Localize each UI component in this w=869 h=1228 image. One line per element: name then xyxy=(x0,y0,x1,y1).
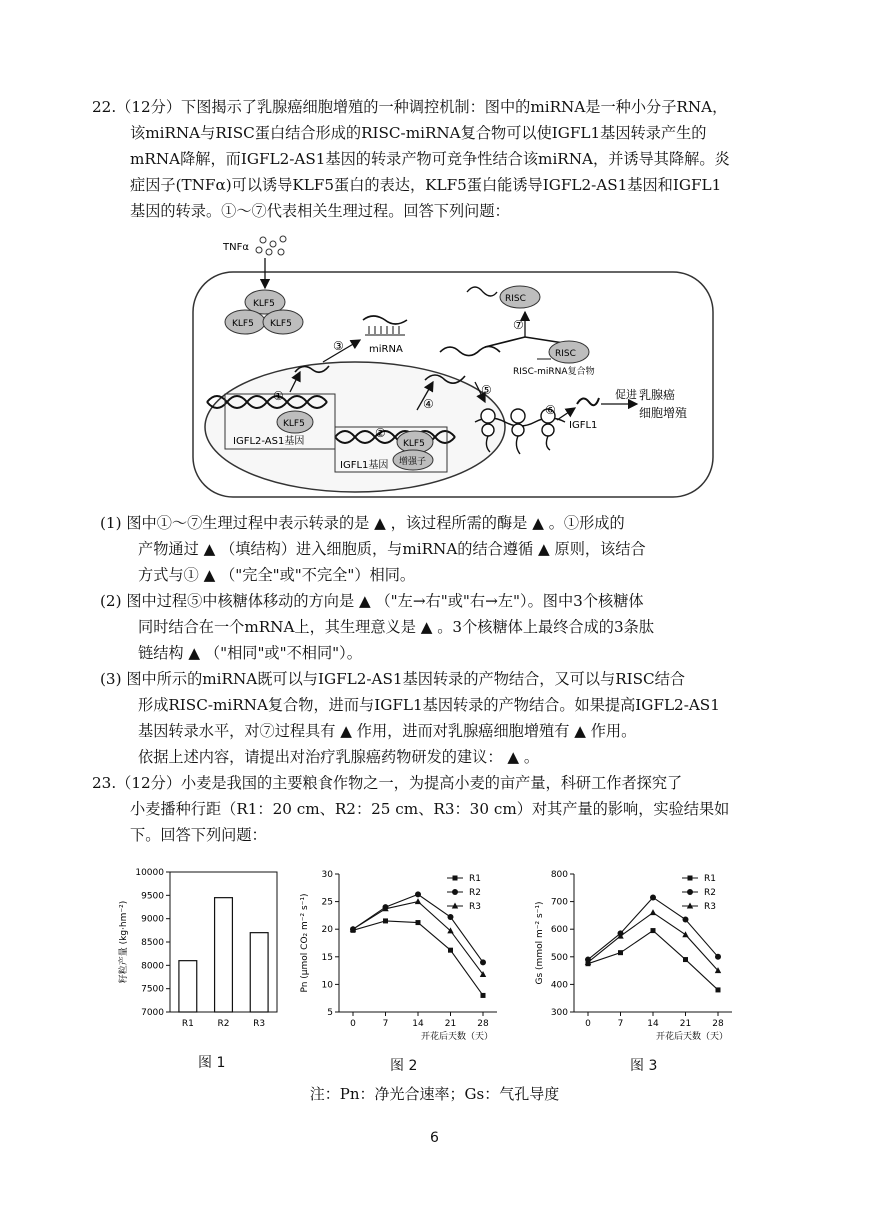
sub-line: 方式与① ▲ （"完全"或"不完全"）相同。 xyxy=(138,566,416,584)
sub-line: (2) 图中过程⑤中核糖体移动的方向是 ▲ （"左→右"或"右→左"）。图中3个核糖体 xyxy=(100,592,644,610)
data-point xyxy=(682,931,688,937)
bar xyxy=(250,933,268,1012)
x-axis-label: 开花后天数（天） xyxy=(655,1032,728,1042)
q22-line: 该miRNA与RISC蛋白结合形成的RISC-miRNA复合物可以使IGFL1基因转录产生的 xyxy=(130,124,707,142)
complex-label: RISC-miRNA复合物 xyxy=(513,367,595,377)
figure-3-caption: 图 3 xyxy=(630,1058,658,1074)
x-tick-label: 28 xyxy=(712,1019,724,1029)
figure-1-caption: 图 1 xyxy=(198,1055,226,1071)
y-tick-label: 20 xyxy=(321,925,333,936)
bar xyxy=(179,961,197,1012)
y-tick-label: 800 xyxy=(550,870,568,880)
mechanism-diagram xyxy=(185,232,725,502)
x-tick-label: 7 xyxy=(382,1019,389,1029)
klf5-label: KLF5 xyxy=(403,439,425,449)
x-tick-label: 21 xyxy=(444,1019,457,1029)
y-tick-label: 7500 xyxy=(141,984,164,995)
data-point xyxy=(650,894,656,900)
q22-line: 22.（12分）下图揭示了乳腺癌细胞增殖的一种调控机制：图中的miRNA是一种小分子RNA， xyxy=(92,98,728,116)
legend-marker xyxy=(687,889,693,895)
y-tick-label: 30 xyxy=(321,870,333,880)
q22-line: 症因子(TNFα)可以诱导KLF5蛋白的表达，KLF5蛋白能诱导IGFL2-AS1基因和IGFL1 xyxy=(130,176,722,194)
data-point xyxy=(651,928,656,933)
sub-line: 依据上述内容，请提出对治疗乳腺癌药物研发的建议： ▲ 。 xyxy=(138,748,540,766)
y-tick-label: 15 xyxy=(321,952,333,963)
process-1-label: ① xyxy=(273,389,284,403)
data-point xyxy=(683,917,689,923)
data-point xyxy=(650,909,656,915)
y-tick-label: 600 xyxy=(550,925,568,936)
legend-marker xyxy=(453,876,458,881)
bar xyxy=(215,898,233,1012)
series-line xyxy=(353,902,483,975)
x-tick-label: 14 xyxy=(647,1019,659,1029)
result-label: 乳腺癌 xyxy=(639,388,676,402)
x-tick-label: 14 xyxy=(412,1019,424,1029)
data-point xyxy=(618,950,623,955)
process-2-label: ② xyxy=(375,426,386,440)
klf5-label: KLF5 xyxy=(283,419,305,429)
y-tick-label: 500 xyxy=(550,952,568,963)
y-tick-label: 700 xyxy=(550,897,568,908)
q22-subquestion-3 xyxy=(100,666,790,770)
y-tick-label: 400 xyxy=(550,980,568,991)
y-tick-label: 10000 xyxy=(135,868,164,878)
risc-label: RISC xyxy=(505,294,526,304)
figure-3-line-chart xyxy=(530,858,752,1048)
legend-label: R3 xyxy=(704,902,716,912)
data-point xyxy=(715,954,721,960)
x-tick-label: R1 xyxy=(181,1019,194,1029)
result-label: 细胞增殖 xyxy=(639,406,688,420)
y-axis-label: Gs (mmol m⁻² s⁻¹) xyxy=(535,901,545,985)
sub-line: (1) 图中①～⑦生理过程中表示转录的是 ▲ ，该过程所需的酶是 ▲ 。①形成的 xyxy=(100,514,625,532)
data-point xyxy=(683,957,688,962)
question-23-stem xyxy=(92,770,792,848)
tnf-molecules-icon xyxy=(256,236,286,255)
page-number: 6 xyxy=(430,1130,439,1146)
x-tick-label: 7 xyxy=(617,1019,624,1029)
tnf-label: TNFα xyxy=(223,242,249,253)
x-tick-label: 21 xyxy=(679,1019,692,1029)
legend-label: R2 xyxy=(469,888,481,898)
y-axis-label: Pn (μmol CO₂ m⁻² s⁻¹) xyxy=(300,893,310,993)
data-point xyxy=(415,891,421,897)
gene2-label: IGFL1基因 xyxy=(340,460,389,471)
figure-2-line-chart xyxy=(295,858,517,1048)
process-3-label: ③ xyxy=(333,339,344,353)
x-tick-label: 28 xyxy=(477,1019,489,1029)
y-tick-label: 300 xyxy=(550,1008,568,1018)
y-tick-label: 9000 xyxy=(141,914,164,925)
process-6-label: ⑥ xyxy=(545,403,556,417)
x-tick-label: R3 xyxy=(253,1019,266,1029)
mirna-label: miRNA xyxy=(369,344,403,355)
legend-label: R3 xyxy=(469,902,481,912)
q22-subquestion-1 xyxy=(100,510,790,588)
data-point xyxy=(481,993,486,998)
q22-line: mRNA降解，而IGFL2-AS1基因的转录产物可竞争性结合该miRNA，并诱导其降解。炎 xyxy=(130,150,730,168)
sub-line: 形成RISC-miRNA复合物，进而与IGFL1基因转录的产物结合。如果提高IGFL2-AS1 xyxy=(138,696,720,714)
legend-label: R1 xyxy=(704,874,716,884)
figure-note: 注：Pn：净光合速率；Gs：气孔导度 xyxy=(309,1085,560,1103)
legend-marker xyxy=(688,876,693,881)
data-point xyxy=(415,898,421,904)
sub-line: 产物通过 ▲ （填结构）进入细胞质，与miRNA的结合遵循 ▲ 原则，该结合 xyxy=(138,540,646,558)
enhancer-label: 增强子 xyxy=(399,457,427,467)
series-line xyxy=(353,921,483,996)
klf5-label: KLF5 xyxy=(253,299,275,309)
data-point xyxy=(716,987,721,992)
data-point xyxy=(448,914,454,920)
y-axis-label: 籽粒产量 (kg·hm⁻²) xyxy=(119,900,129,984)
q22-line: 基因的转录。①～⑦代表相关生理过程。回答下列问题： xyxy=(130,202,510,220)
klf5-label: KLF5 xyxy=(232,319,254,329)
igfl1-label: IGFL1 xyxy=(569,420,598,431)
y-tick-label: 9500 xyxy=(141,891,164,902)
x-tick-label: 0 xyxy=(350,1019,356,1029)
y-tick-label: 8500 xyxy=(141,938,164,948)
figure-1-bar-chart xyxy=(112,858,287,1038)
y-tick-label: 10 xyxy=(321,980,333,991)
data-point xyxy=(480,959,486,965)
y-tick-label: 8000 xyxy=(141,961,164,972)
promote-label: 促进 xyxy=(615,388,637,401)
y-tick-label: 7000 xyxy=(141,1008,164,1018)
klf5-label: KLF5 xyxy=(270,319,292,329)
sub-line: (3) 图中所示的miRNA既可以与IGFL2-AS1基因转录的产物结合，又可以与RISC结合 xyxy=(100,670,686,688)
q23-line: 小麦播种行距（R1：20 cm、R2：25 cm、R3：30 cm）对其产量的影响，实验结果如 xyxy=(130,800,730,818)
data-point xyxy=(383,918,388,923)
gene1-label: IGFL2-AS1基因 xyxy=(233,436,305,447)
process-5-label: ⑤ xyxy=(481,383,492,397)
x-tick-label: R2 xyxy=(217,1019,230,1029)
series-line xyxy=(588,931,718,990)
series-line xyxy=(588,913,718,971)
legend-marker xyxy=(452,889,458,895)
risc-label: RISC xyxy=(555,349,576,359)
legend-label: R2 xyxy=(704,888,716,898)
data-point xyxy=(448,948,453,953)
sub-line: 基因转录水平，对⑦过程具有 ▲ 作用，进而对乳腺癌细胞增殖有 ▲ 作用。 xyxy=(138,722,637,740)
series-line xyxy=(353,894,483,962)
q22-subquestion-2 xyxy=(100,588,790,666)
figure-2-caption: 图 2 xyxy=(390,1058,418,1074)
process-7-label: ⑦ xyxy=(513,318,524,332)
data-point xyxy=(416,920,421,925)
question-22-stem xyxy=(92,94,792,224)
process-4-label: ④ xyxy=(423,397,434,411)
q23-line: 23.（12分）小麦是我国的主要粮食作物之一，为提高小麦的亩产量，科研工作者探究了 xyxy=(92,774,683,792)
x-tick-label: 0 xyxy=(585,1019,591,1029)
sub-line: 同时结合在一个mRNA上，其生理意义是 ▲ 。3个核糖体上最终合成的3条肽 xyxy=(138,618,655,636)
y-tick-label: 5 xyxy=(327,1008,333,1018)
x-axis-label: 开花后天数（天） xyxy=(420,1032,493,1042)
sub-line: 链结构 ▲ （"相同"或"不相同"）。 xyxy=(138,644,362,662)
q23-line: 下。回答下列问题： xyxy=(130,826,267,844)
y-tick-label: 25 xyxy=(321,897,333,908)
legend-label: R1 xyxy=(469,874,481,884)
